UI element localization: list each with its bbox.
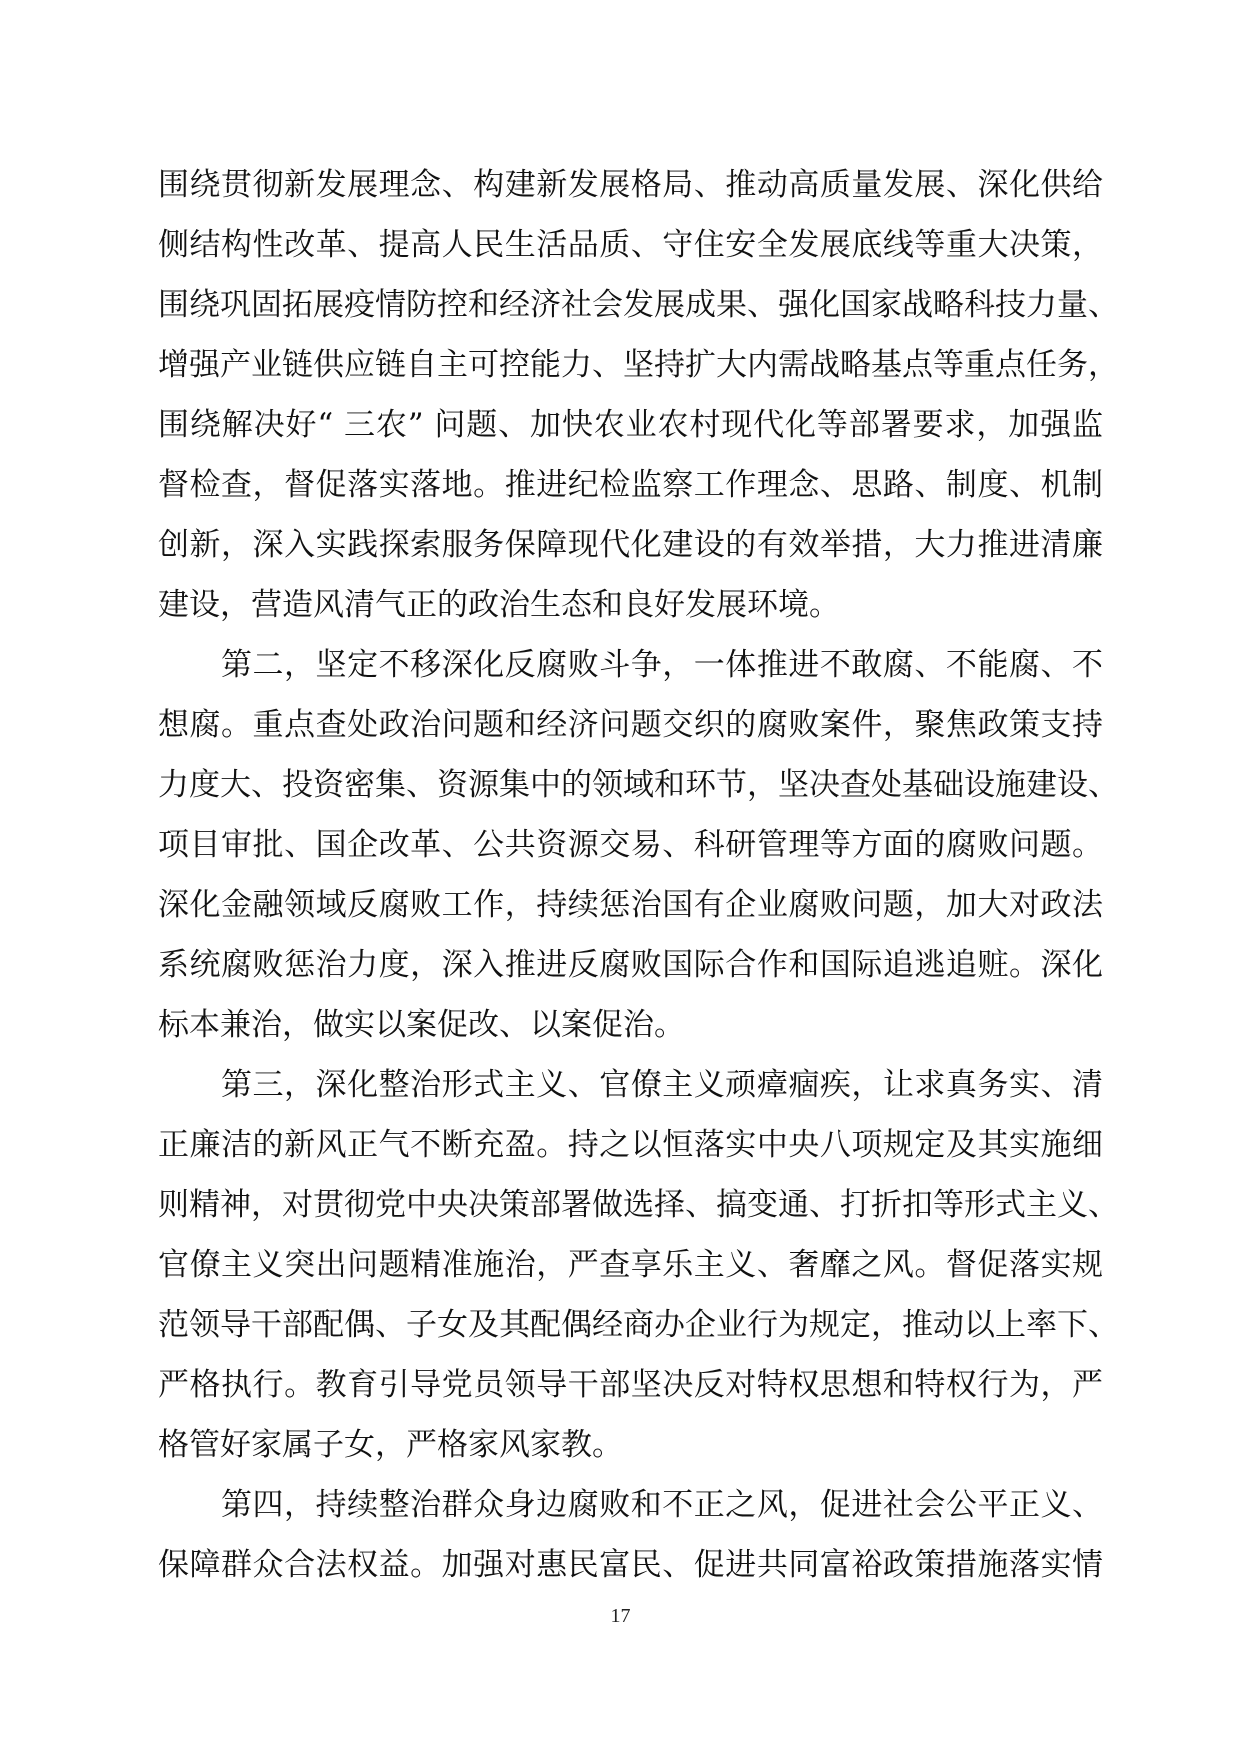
paragraph-heading-line: 第三，深化整治形式主义、官僚主义顽瘴痼疾，让求真务实、清 [221, 1067, 1103, 1103]
text-line: 督检查，督促落实落地。推进纪检监察工作理念、思路、制度、机制 [158, 467, 1103, 503]
text-line: 官僚主义突出问题精准施治，严查享乐主义、奢靡之风。督促落实规 [158, 1247, 1103, 1283]
text-line: 想腐。重点查处政治问题和经济问题交织的腐败案件，聚焦政策支持 [158, 707, 1103, 743]
text-line: 项目审批、国企改革、公共资源交易、科研管理等方面的腐败问题。 [158, 827, 1103, 863]
text-line: 保障群众合法权益。加强对惠民富民、促进共同富裕政策措施落实情 [158, 1547, 1103, 1583]
text-line: 围绕巩固拓展疫情防控和经济社会发展成果、强化国家战略科技力量、 [158, 287, 1119, 323]
text-line: 力度大、投资密集、资源集中的领域和环节，坚决查处基础设施建设、 [158, 767, 1119, 803]
text-line: 建设，营造风清气正的政治生态和良好发展环境。 [158, 587, 840, 623]
text-line: 侧结构性改革、提高人民生活品质、守住安全发展底线等重大决策， [158, 227, 1103, 263]
text-line: 创新，深入实践探索服务保障现代化建设的有效举措，大力推进清廉 [158, 527, 1103, 563]
text-line: 正廉洁的新风正气不断充盈。持之以恒落实中央八项规定及其实施细 [158, 1127, 1103, 1163]
text-line: 增强产业链供应链自主可控能力、坚持扩大内需战略基点等重点任务， [158, 347, 1119, 383]
text-line: 系统腐败惩治力度，深入推进反腐败国际合作和国际追逃追赃。深化 [158, 947, 1103, 983]
paragraph-heading-line: 第四，持续整治群众身边腐败和不正之风，促进社会公平正义、 [221, 1487, 1103, 1523]
page-number: 17 [610, 1605, 631, 1627]
text-line: 范领导干部配偶、子女及其配偶经商办企业行为规定，推动以上率下、 [158, 1307, 1119, 1343]
text-line: 围绕贯彻新发展理念、构建新发展格局、推动高质量发展、深化供给 [158, 167, 1103, 203]
text-line: 标本兼治，做实以案促改、以案促治。 [158, 1007, 685, 1043]
text-line: 则精神，对贯彻党中央决策部署做选择、搞变通、打折扣等形式主义、 [158, 1187, 1119, 1223]
text-line: 深化金融领域反腐败工作，持续惩治国有企业腐败问题，加大对政法 [158, 887, 1103, 923]
text-line: 格管好家属子女，严格家风家教。 [158, 1427, 623, 1463]
paragraph-heading-line: 第二，坚定不移深化反腐败斗争，一体推进不敢腐、不能腐、不 [221, 647, 1103, 683]
text-line: 围绕解决好“ 三农” 问题、加快农业农村现代化等部署要求，加强监 [158, 407, 1103, 443]
text-line: 严格执行。教育引导党员领导干部坚决反对特权思想和特权行为，严 [158, 1367, 1103, 1403]
